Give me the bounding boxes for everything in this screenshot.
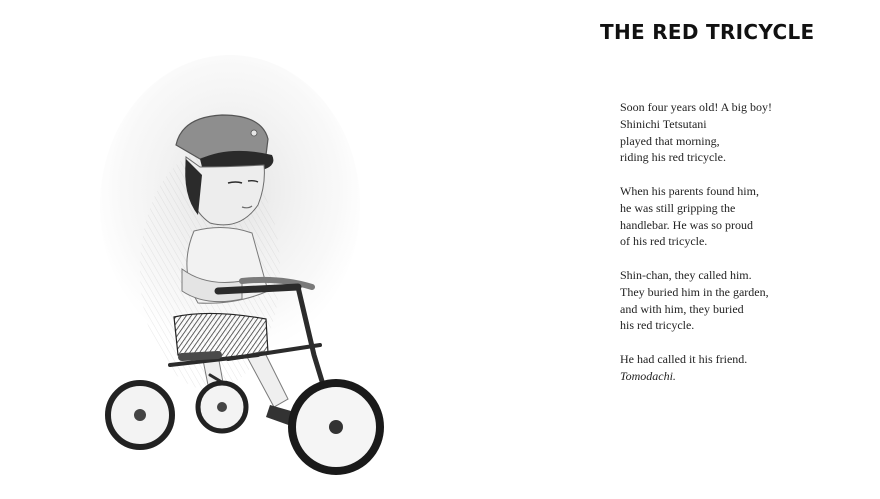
poem-line: of his red tricycle. [620,234,708,249]
back-wheel-left [108,383,172,447]
front-wheel [292,383,380,471]
poem-line: handlebar. He was so proud [620,217,753,232]
stanza [620,183,870,250]
stanza [620,351,870,385]
poem-line: played that morning, [620,133,720,148]
poem-line: When his parents found him, [620,183,759,198]
poem-line: He had called it his friend. [620,351,748,366]
poem-line: his red tricycle. [620,318,695,333]
back-wheel-right [198,383,246,431]
page-title: THE RED TRICYCLE [600,20,815,44]
poem-line: They buried him in the garden, [620,284,769,299]
stanza [620,267,870,334]
poem-line-italic: Tomodachi. [620,368,676,383]
poem-line: and with him, they buried [620,301,744,316]
poem [620,99,870,385]
poem-line: Soon four years old! A big boy! [620,100,772,114]
boy-on-tricycle-illustration [90,55,410,495]
poem-line: Shin-chan, they called him. [620,267,752,282]
poem-line: riding his red tricycle. [620,150,726,165]
poem-line: Shinichi Tetsutani [620,116,707,131]
poem-line: he was still gripping the [620,200,736,215]
stanza [620,99,870,166]
